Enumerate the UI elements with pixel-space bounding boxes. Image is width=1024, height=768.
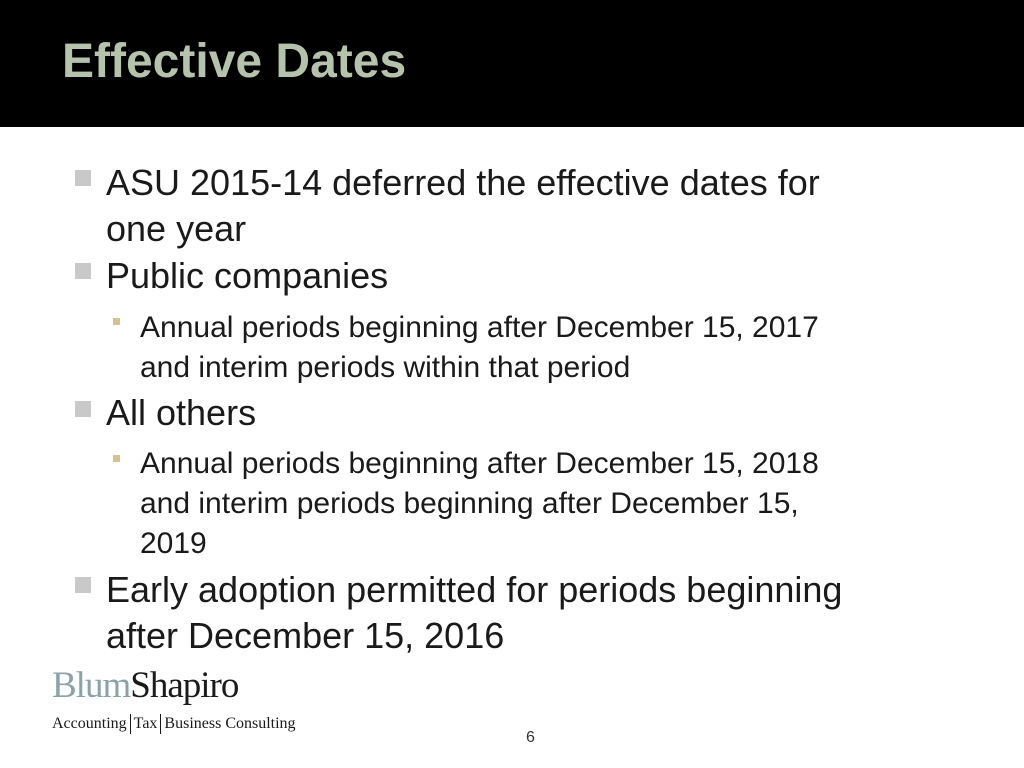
bullet-square-icon — [75, 263, 91, 279]
logo-blum: Blum — [52, 665, 131, 706]
bullet-line: Annual periods beginning after December 15, 2017 — [140, 311, 819, 344]
tagline-divider — [160, 714, 161, 734]
sub-bullet-square-icon — [113, 455, 120, 462]
bullet-line: Public companies — [106, 255, 389, 296]
bullet-line: and interim periods beginning after December 15, — [140, 487, 799, 520]
bullet-line: All others — [106, 392, 257, 433]
tagline-accounting: Accounting — [52, 715, 127, 732]
tagline-divider — [130, 714, 131, 734]
company-logo — [52, 664, 312, 744]
logo-wordmark — [52, 664, 238, 708]
bullet-line: Early adoption permitted for periods beginning — [106, 569, 843, 610]
sub-bullet-text — [140, 308, 940, 388]
tagline-business-consulting: Business Consulting — [164, 715, 296, 732]
bullet-line: 2019 — [140, 527, 207, 560]
bullet-square-icon — [75, 577, 91, 593]
bullet-text — [106, 253, 936, 299]
tagline-tax: Tax — [133, 715, 158, 732]
slide-title: Effective Dates — [62, 35, 407, 88]
bullet-line: Annual periods beginning after December 15, 2018 — [140, 447, 819, 480]
logo-tagline — [52, 714, 296, 734]
bullet-text — [106, 160, 936, 252]
bullet-line: one year — [106, 208, 247, 249]
bullet-line: and interim periods within that period — [140, 351, 631, 384]
logo-shapiro: Shapiro — [130, 665, 239, 706]
sub-bullet-text — [140, 444, 940, 564]
bullet-line: ASU 2015-14 deferred the effective dates for — [106, 162, 820, 203]
sub-bullet-square-icon — [113, 318, 120, 325]
bullet-line: after December 15, 2016 — [106, 615, 505, 656]
page-number: 6 — [526, 729, 535, 746]
bullet-text — [106, 390, 936, 436]
bullet-square-icon — [75, 401, 91, 417]
bullet-text — [106, 567, 936, 659]
bullet-square-icon — [75, 170, 91, 186]
